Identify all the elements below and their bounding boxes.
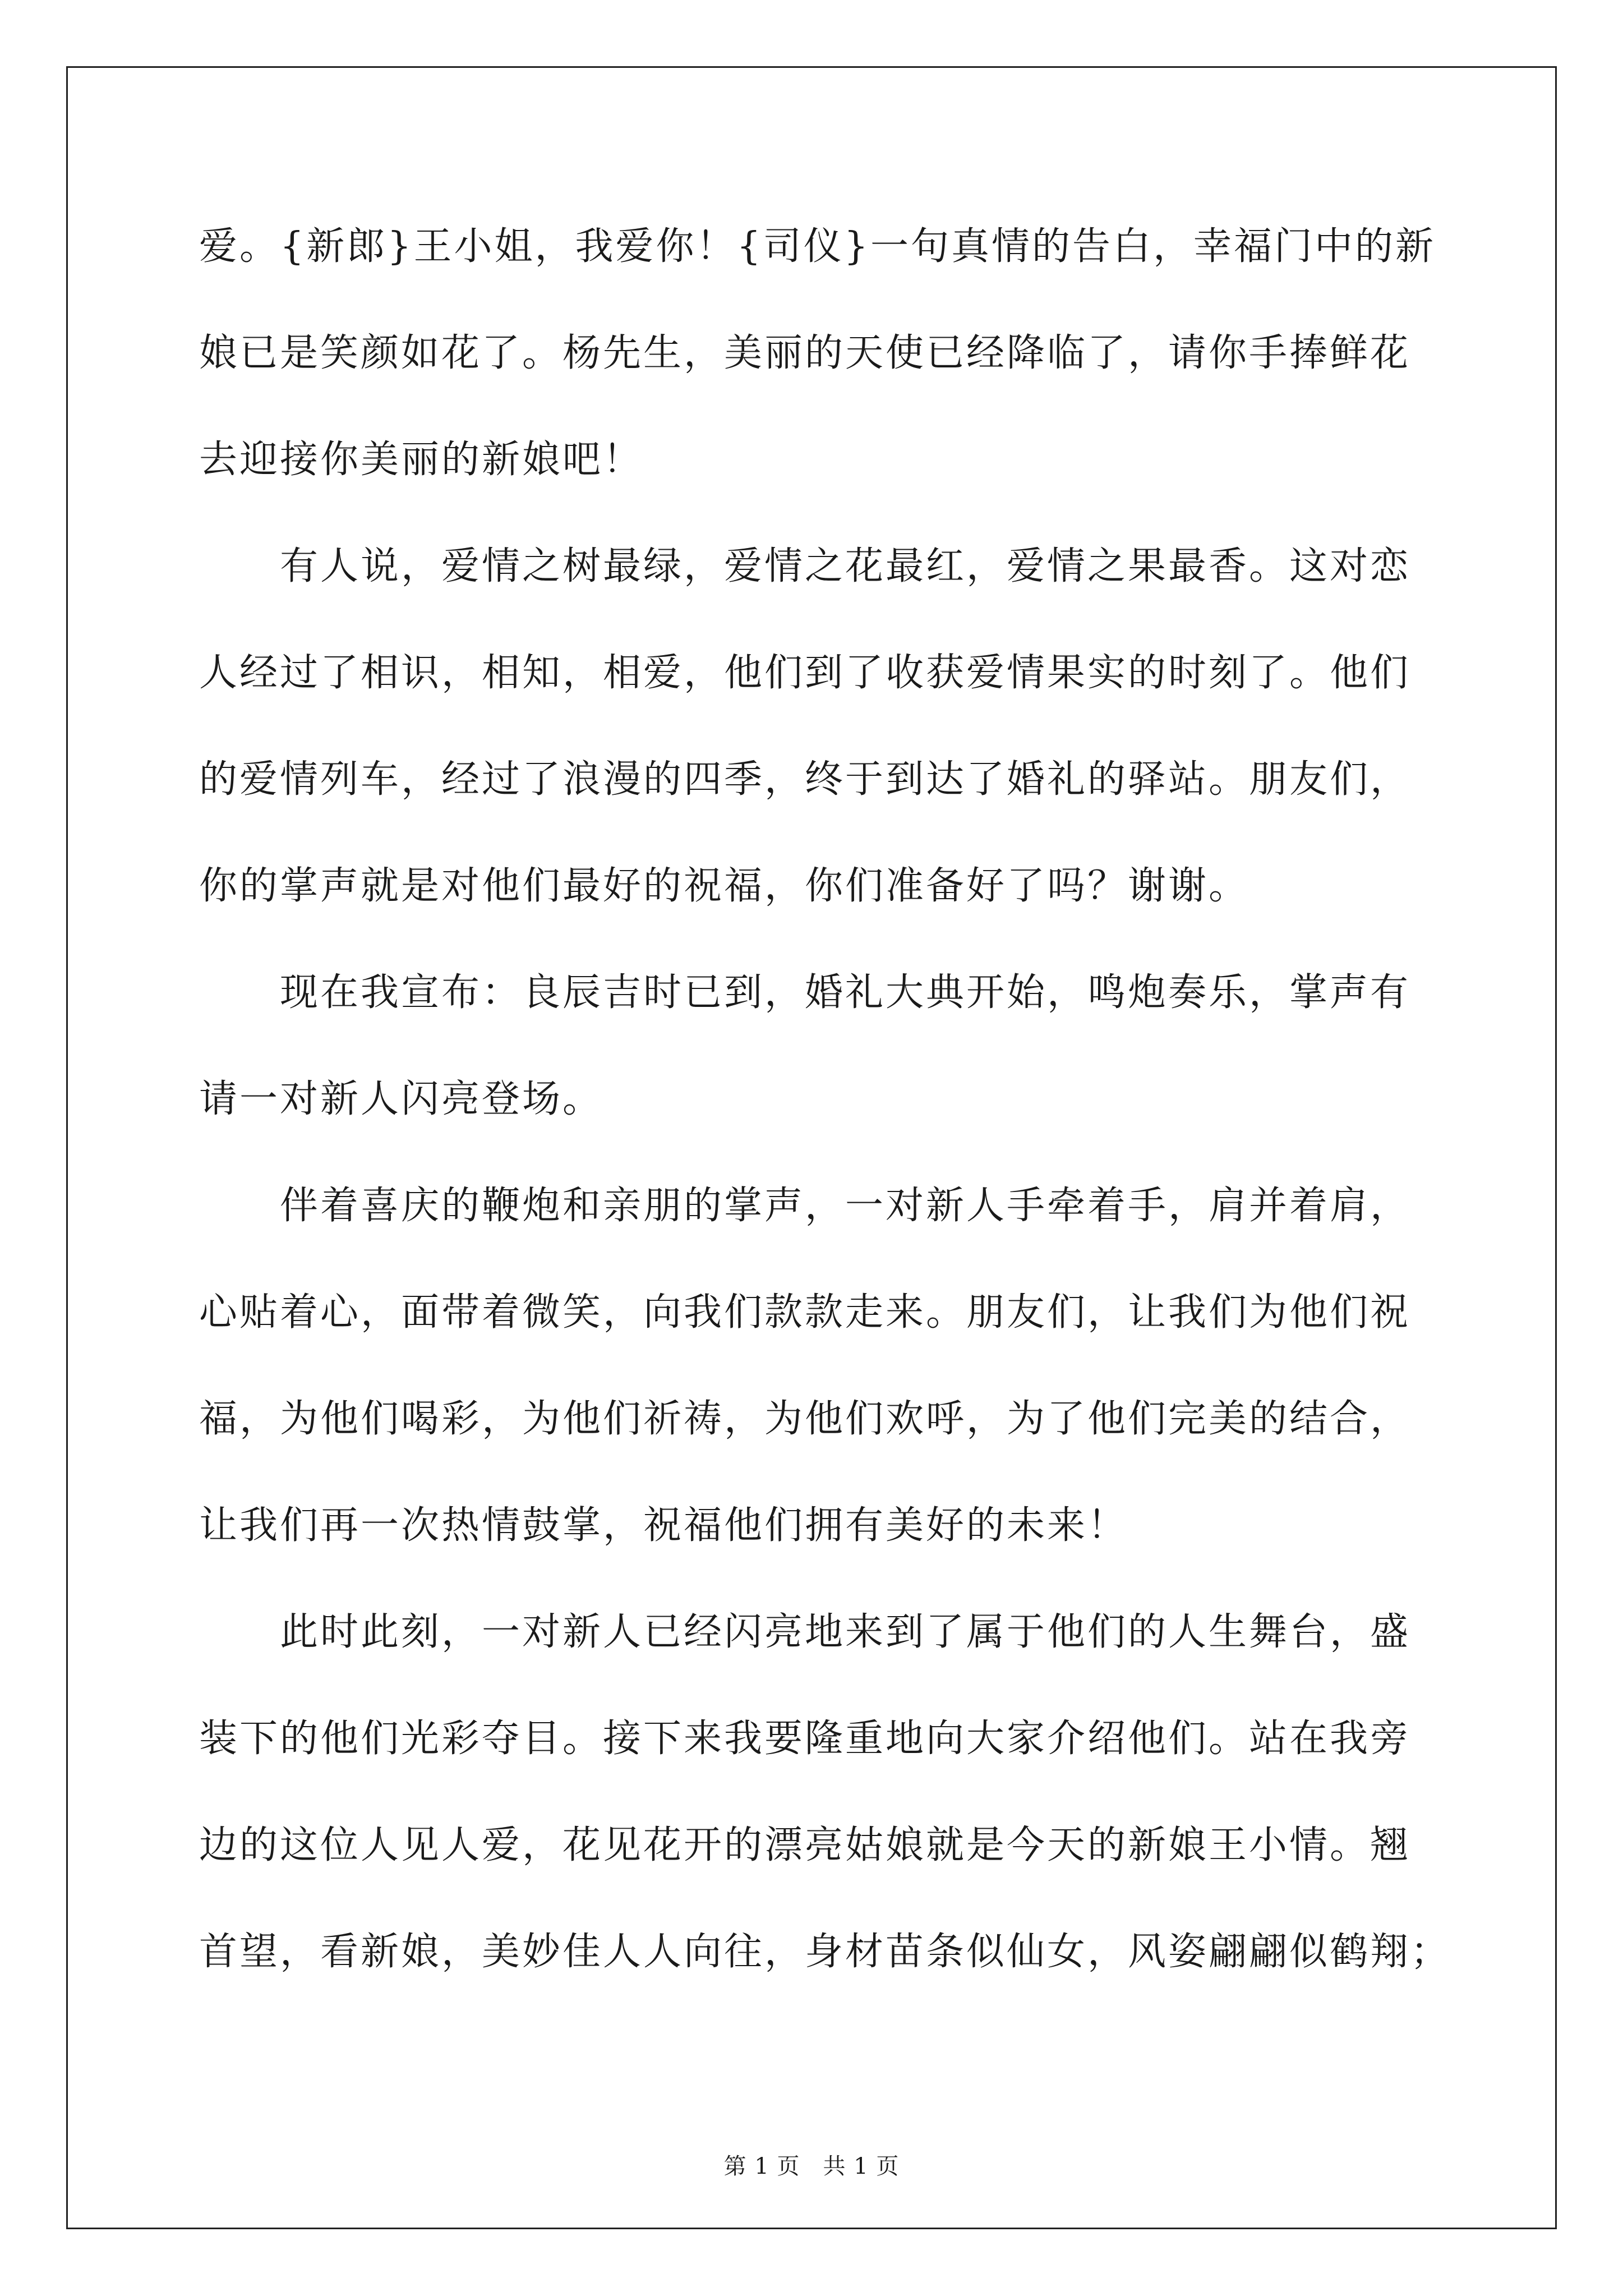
- text-line: 的爱情列车，经过了浪漫的四季，终于到达了婚礼的驿站。朋友们，: [199, 757, 1411, 802]
- text-line: 边的这位人见人爱，花见花开的漂亮姑娘就是今天的新娘王小情。翘: [199, 1823, 1411, 1867]
- text-line: 让我们再一次热情鼓掌，祝福他们拥有美好的未来！: [199, 1503, 1128, 1548]
- text-line: 首望，看新娘，美妙佳人人向往，身材苗条似仙女，风姿翩翩似鹤翔；: [199, 1930, 1451, 1974]
- text-line: 去迎接你美丽的新娘吧！: [199, 438, 644, 482]
- text-line: 你的掌声就是对他们最好的祝福，你们准备好了吗？谢谢。: [199, 864, 1249, 908]
- text-line: 娘已是笑颜如花了。杨先生，美丽的天使已经降临了，请你手捧鲜花: [199, 331, 1411, 375]
- document-body: [199, 216, 1451, 2028]
- text-line: 装下的他们光彩夺目。接下来我要隆重地向大家介绍他们。站在我旁: [199, 1717, 1411, 1761]
- text-line: 爱。{新郎}王小姐，我爱你！{司仪}一句真情的告白，幸福门中的新: [199, 224, 1436, 269]
- text-line: 人经过了相识，相知，相爱，他们到了收获爱情果实的时刻了。他们: [199, 651, 1411, 695]
- text-line: 福，为他们喝彩，为他们祈祷，为他们欢呼，为了他们完美的结合，: [199, 1397, 1411, 1441]
- text-line: 请一对新人闪亮登场。: [199, 1077, 603, 1121]
- text-line: 伴着喜庆的鞭炮和亲朋的掌声，一对新人手牵着手，肩并着肩，: [199, 1184, 1411, 1228]
- text-line: 有人说，爱情之树最绿，爱情之花最红，爱情之果最香。这对恋: [199, 544, 1411, 588]
- page-number-footer: 第 1 页 共 1 页: [723, 2154, 900, 2179]
- text-line: 此时此刻，一对新人已经闪亮地来到了属于他们的人生舞台，盛: [199, 1610, 1411, 1654]
- text-line: 心贴着心，面带着微笑，向我们款款走来。朋友们，让我们为他们祝: [199, 1290, 1411, 1335]
- text-line: 现在我宣布：良辰吉时已到，婚礼大典开始，鸣炮奏乐，掌声有: [199, 970, 1411, 1015]
